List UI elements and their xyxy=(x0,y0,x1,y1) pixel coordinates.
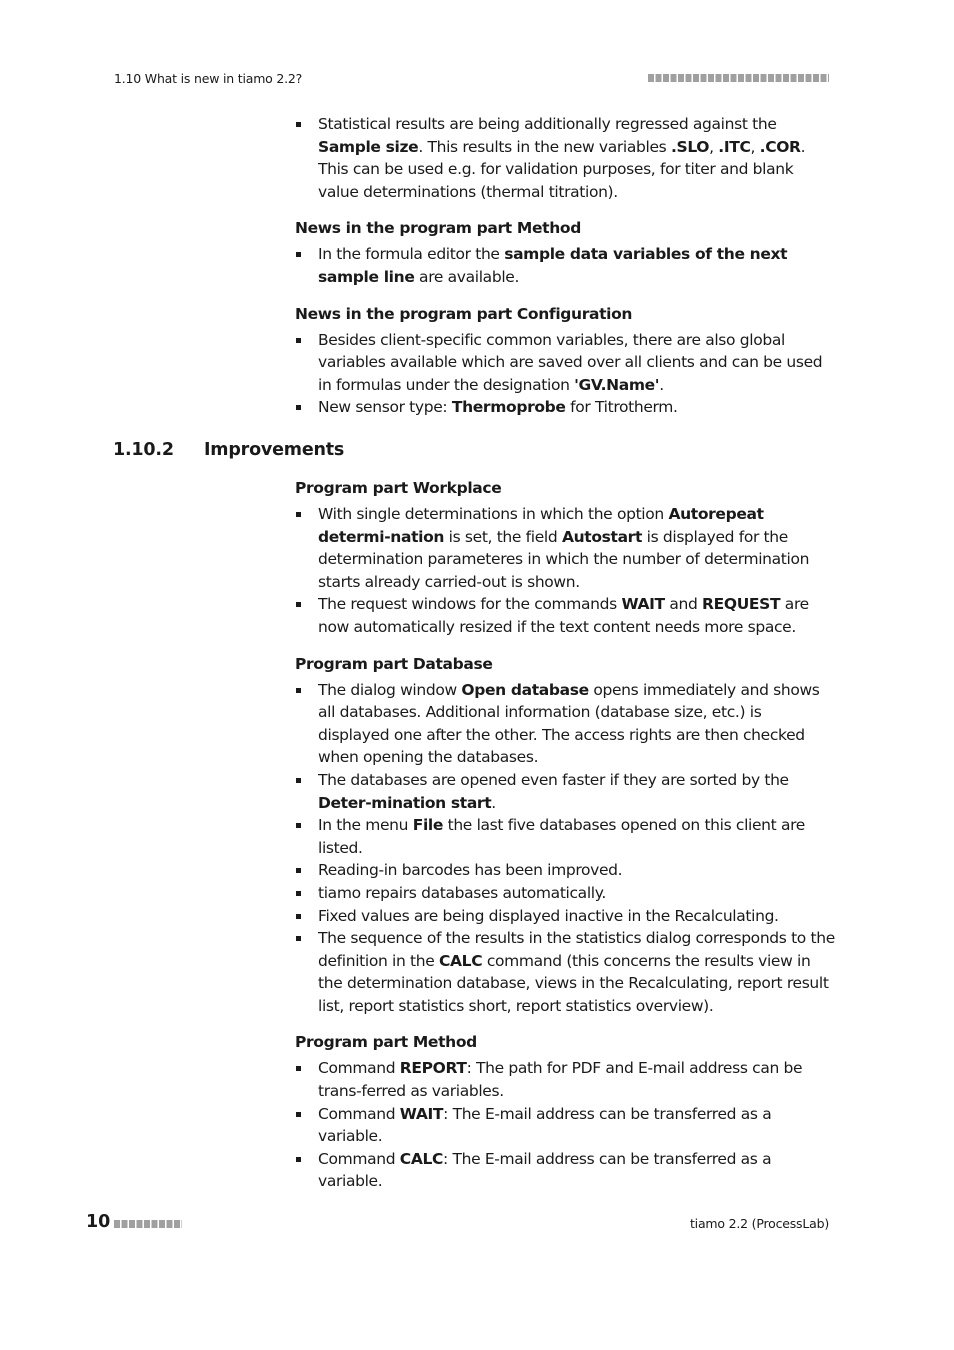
database-heading: Program part Database xyxy=(295,654,493,673)
list-item: Reading-in barcodes has been improved. xyxy=(295,859,835,882)
list-item: In the menu File the last five databases opened on this client are listed. xyxy=(295,814,835,859)
news-config-list xyxy=(295,329,835,419)
section-title: Improvements xyxy=(204,440,345,460)
section-heading xyxy=(113,440,344,460)
method-list xyxy=(295,1057,835,1193)
list-item: Command CALC: The E-mail address can be transferred as a variable. xyxy=(295,1148,835,1193)
news-method-heading: News in the program part Method xyxy=(295,219,581,238)
list-item: New sensor type: Thermoprobe for Titrotherm. xyxy=(295,396,835,419)
workplace-heading: Program part Workplace xyxy=(295,479,502,497)
footer-product: tiamo 2.2 (ProcessLab) xyxy=(689,1216,829,1231)
intro-content xyxy=(295,113,835,419)
list-item: tiamo repairs databases automatically. xyxy=(295,882,835,905)
footer-decorative-bar xyxy=(114,1220,182,1228)
list-item: The dialog window Open database opens immediately and shows all databases. Additional information (database size, etc.) is displayed one after the other. The access rights are then checked when opening the databases. xyxy=(295,679,835,769)
database-list xyxy=(295,679,835,1018)
page-number: 10 xyxy=(86,1212,111,1232)
list-item: The databases are opened even faster if they are sorted by the Deter-mination start. xyxy=(295,769,835,814)
header-decorative-bar xyxy=(648,74,829,82)
news-method-list xyxy=(295,243,835,288)
list-item: With single determinations in which the option Autorepeat determi-nation is set, the field Autostart is displayed for the determination parameteres in which the number of determination starts already carried-out is shown. xyxy=(295,503,835,593)
list-item: The request windows for the commands WAIT and REQUEST are now automatically resized if the text content needs more space. xyxy=(295,593,835,638)
section-number: 1.10.2 xyxy=(113,440,174,460)
list-item: Statistical results are being additionally regressed against the Sample size. This results in the new variables .SLO, .ITC, .COR. This can be used e.g. for validation purposes, for titer and blank value determinations (thermal titration). xyxy=(295,113,835,203)
workplace-list xyxy=(295,503,835,639)
list-item: Command REPORT: The path for PDF and E-mail address can be trans-ferred as variables. xyxy=(295,1057,835,1102)
running-header: 1.10 What is new in tiamo 2.2? xyxy=(114,71,303,86)
method-heading: Program part Method xyxy=(295,1033,477,1052)
list-item: Besides client-specific common variables, there are also global variables available which are saved over all clients and can be used in formulas under the designation 'GV.Name'. xyxy=(295,329,835,397)
intro-list xyxy=(295,113,835,203)
list-item: Fixed values are being displayed inactive in the Recalculating. xyxy=(295,905,835,928)
list-item: Command WAIT: The E-mail address can be transferred as a variable. xyxy=(295,1103,835,1148)
list-item: The sequence of the results in the statistics dialog corresponds to the definition in the CALC command (this concerns the results view in the determination database, views in the Recalculating, report result list, report statistics short, report statistics overview). xyxy=(295,927,835,1017)
improvements-content xyxy=(295,477,835,1193)
news-config-heading: News in the program part Configuration xyxy=(295,304,633,323)
list-item: In the formula editor the sample data variables of the next sample line are available. xyxy=(295,243,835,288)
